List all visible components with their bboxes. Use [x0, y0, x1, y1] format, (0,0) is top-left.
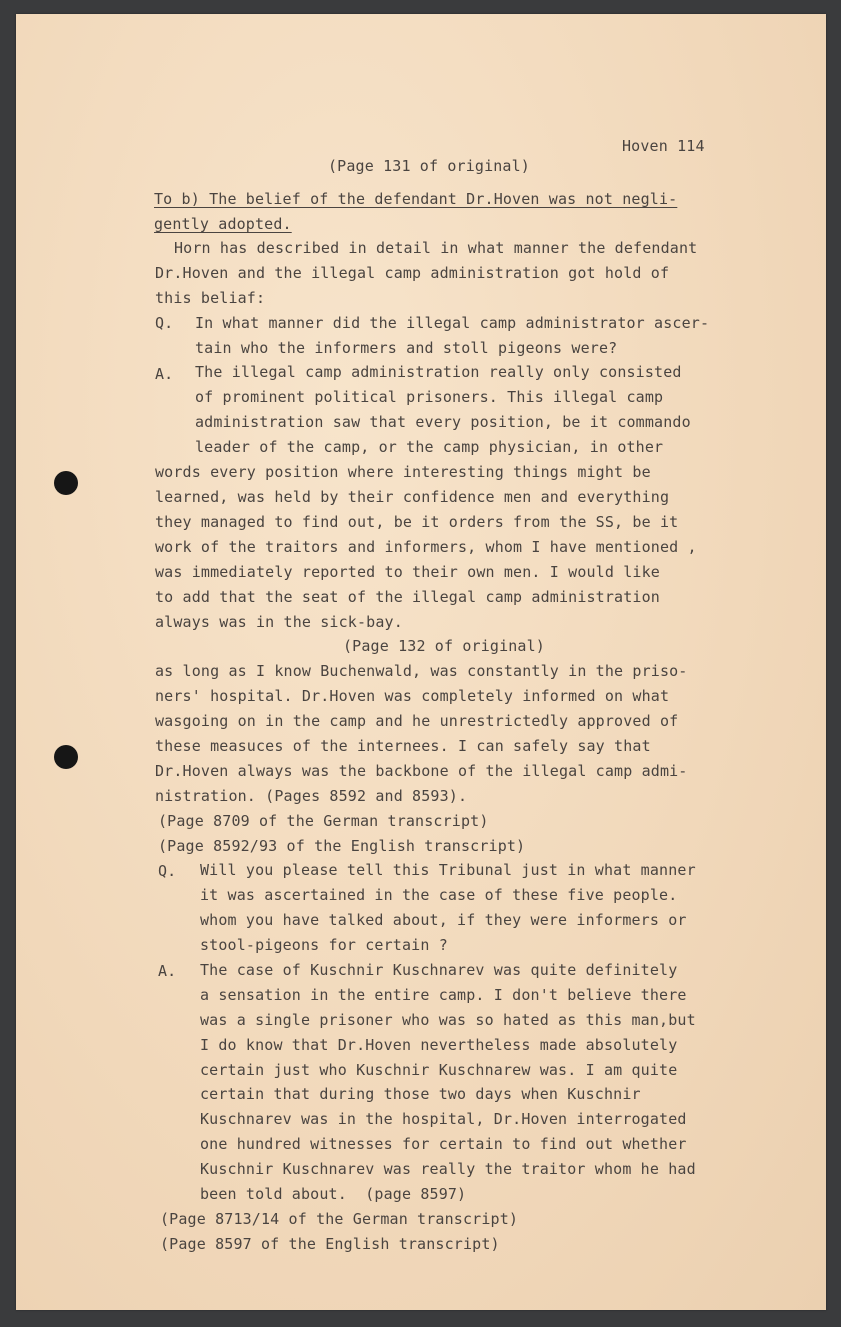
- transcript-reference: (Page 8709 of the German transcript): [158, 812, 489, 830]
- answer-text: nistration. (Pages 8592 and 8593).: [155, 787, 468, 805]
- section-heading-continued: gently adopted.: [154, 215, 292, 233]
- answer-text: to add that the seat of the illegal camp administration: [155, 588, 660, 606]
- answer-text: one hundred witnesses for certain to find out whether: [200, 1135, 687, 1153]
- answer-text: certain that during those two days when Kuschnir: [200, 1085, 641, 1103]
- text-line: this beliaf:: [155, 289, 266, 307]
- transcript-reference: (Page 8592/93 of the English transcript): [158, 837, 526, 855]
- original-page-label: (Page 132 of original): [343, 637, 545, 655]
- question-text: stool-pigeons for certain ?: [200, 936, 448, 954]
- answer-text: Kuschnarev was in the hospital, Dr.Hoven interrogated: [200, 1110, 687, 1128]
- transcript-reference: (Page 8713/14 of the German transcript): [160, 1210, 519, 1228]
- text-line: Dr.Hoven and the illegal camp administration got hold of: [155, 264, 670, 282]
- answer-text: these measuces of the internees. I can safely say that: [155, 737, 651, 755]
- answer-text: they managed to find out, be it orders from the SS, be it: [155, 513, 679, 531]
- answer-text: Kuschnir Kuschnarev was really the traitor whom he had: [200, 1160, 696, 1178]
- answer-text: words every position where interesting things might be: [155, 463, 651, 481]
- answer-text: learned, was held by their confidence men and everything: [155, 488, 670, 506]
- answer-text: of prominent political prisoners. This illegal camp: [195, 388, 664, 406]
- text-line: Horn has described in detail in what manner the defendant: [174, 239, 698, 257]
- transcript-reference: (Page 8597 of the English transcript): [160, 1235, 500, 1253]
- question-marker: Q.: [158, 862, 177, 880]
- answer-text: was a single prisoner who was so hated as this man,but: [200, 1011, 696, 1029]
- answer-text: leader of the camp, or the camp physician, in other: [195, 438, 664, 456]
- answer-text: been told about. (page 8597): [200, 1185, 467, 1203]
- answer-marker: A.: [158, 962, 177, 980]
- answer-text: The case of Kuschnir Kuschnarev was quite definitely: [200, 961, 678, 979]
- question-marker: Q.: [155, 314, 174, 332]
- punch-hole-bottom: [54, 745, 78, 769]
- question-text: tain who the informers and stoll pigeons were?: [195, 339, 618, 357]
- answer-text: The illegal camp administration really only consisted: [195, 363, 682, 381]
- answer-text: I do know that Dr.Hoven nevertheless made absolutely: [200, 1036, 678, 1054]
- page-reference: Hoven 114: [622, 137, 705, 155]
- answer-text: Dr.Hoven always was the backbone of the illegal camp admi-: [155, 762, 688, 780]
- answer-text: administration saw that every position, be it commando: [195, 413, 691, 431]
- section-heading: To b) The belief of the defendant Dr.Hoven was not negli-: [154, 190, 678, 208]
- punch-hole-top: [54, 471, 78, 495]
- answer-text: wasgoing on in the camp and he unrestrictedly approved of: [155, 712, 679, 730]
- answer-text: was immediately reported to their own men. I would like: [155, 563, 660, 581]
- question-text: Will you please tell this Tribunal just in what manner: [200, 861, 696, 879]
- question-text: it was ascertained in the case of these five people.: [200, 886, 678, 904]
- question-text: In what manner did the illegal camp administrator ascer-: [195, 314, 710, 332]
- answer-text: a sensation in the entire camp. I don't believe there: [200, 986, 687, 1004]
- answer-text: always was in the sick-bay.: [155, 613, 403, 631]
- question-text: whom you have talked about, if they were informers or: [200, 911, 687, 929]
- answer-text: work of the traitors and informers, whom I have mentioned ,: [155, 538, 697, 556]
- answer-marker: A.: [155, 365, 174, 383]
- answer-text: as long as I know Buchenwald, was constantly in the priso-: [155, 662, 688, 680]
- original-page-label: (Page 131 of original): [328, 157, 530, 175]
- answer-text: ners' hospital. Dr.Hoven was completely informed on what: [155, 687, 670, 705]
- answer-text: certain just who Kuschnir Kuschnarew was. I am quite: [200, 1061, 678, 1079]
